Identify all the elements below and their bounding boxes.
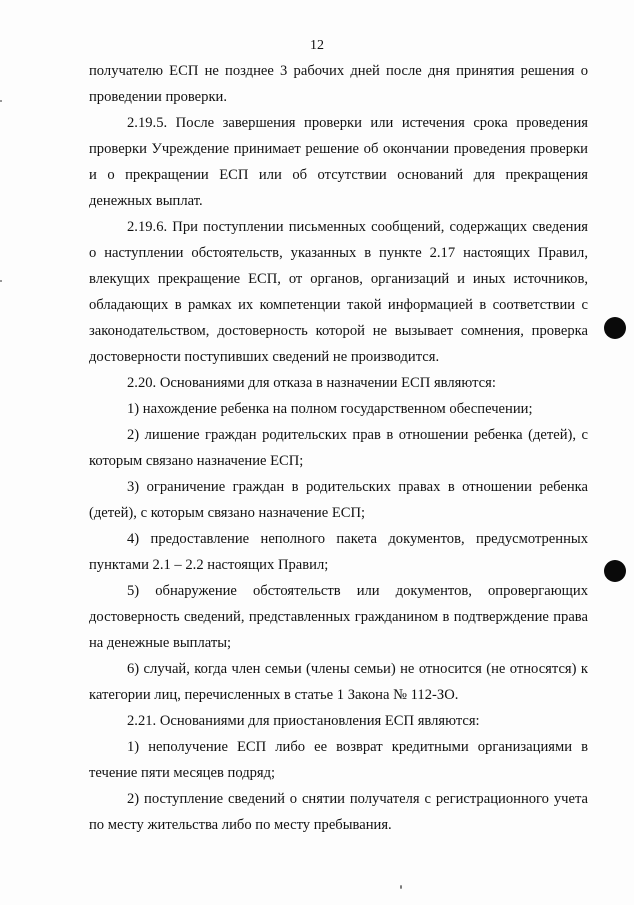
scan-speck — [400, 885, 402, 889]
paragraph: 2) лишение граждан родительских прав в отношении ребенка (детей), с которым связано назначение ЕСП; — [89, 427, 588, 469]
paragraph: 1) нахождение ребенка на полном государственном обеспечении; — [127, 401, 533, 417]
paragraph: получателю ЕСП не позднее 3 рабочих дней после дня принятия решения о проведении проверки. — [89, 63, 588, 105]
paragraph: 3) ограничение граждан в родительских правах в отношении ребенка (детей), с которым связано назначение ЕСП; — [89, 479, 588, 521]
paragraph: 2) поступление сведений о снятии получателя с регистрационного учета по месту жительства либо по месту пребывания. — [89, 791, 588, 833]
paragraph: 2.19.6. При поступлении письменных сообщений, содержащих сведения о наступлении обстоятельств, указанных в пункте 2.17 настоящих Правил, влекущих прекращение ЕСП, от органов, организаций и иных источников, обладающих в рамках их компетенции такой информацией в соответствии с законодательством, достоверность которой не вызывает сомнения, проверка достоверности поступивших сведений не производится. — [89, 219, 588, 365]
paragraph: 2.21. Основаниями для приостановления ЕСП являются: — [127, 713, 480, 729]
scan-speck — [0, 280, 2, 282]
paragraph: 2.20. Основаниями для отказа в назначении ЕСП являются: — [127, 375, 496, 391]
paragraph: 1) неполучение ЕСП либо ее возврат кредитными организациями в течение пяти месяцев подряд; — [89, 739, 588, 781]
paragraph: 6) случай, когда член семьи (члены семьи) не относится (не относятся) к категории лиц, перечисленных в статье 1 Закона № 112-ЗО. — [89, 661, 588, 703]
paragraph: 4) предоставление неполного пакета документов, предусмотренных пунктами 2.1 – 2.2 настоящих Правил; — [89, 531, 588, 573]
punch-hole-mark — [604, 317, 626, 339]
paragraph: 2.19.5. После завершения проверки или истечения срока проведения проверки Учреждение принимает решение об окончании проведения проверки и о прекращении ЕСП или об отсутствии оснований для прекращения денежных выплат. — [89, 115, 588, 209]
punch-hole-mark — [604, 560, 626, 582]
page-number: 12 — [310, 38, 324, 53]
paragraph: 5) обнаружение обстоятельств или документов, опровергающих достоверность сведений, представленных гражданином в подтверждение права на денежные выплаты; — [89, 583, 588, 651]
scan-speck — [0, 100, 2, 102]
document-body — [89, 58, 588, 838]
